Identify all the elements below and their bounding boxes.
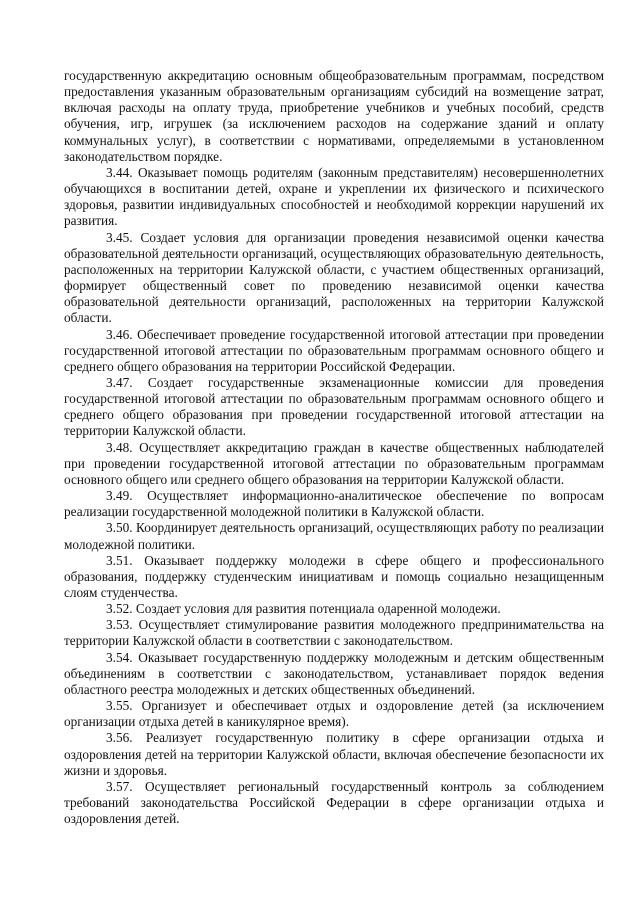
paragraph-3-49: 3.49. Осуществляет информационно-аналитическое обеспечение по вопросам реализации государственной молодежной политики в Калужской области. (64, 488, 604, 520)
paragraph-continuation: государственную аккредитацию основным общеобразовательным программам, посредством предоставления указанным образовательным организациям субсидий на возмещение затрат, включая расходы на оплату труда, приобретение учебников и учебных пособий, средств обучения, игр, игрушек (за исключением расходов на содержание зданий и оплату коммунальных услуг), в соответствии с нормативами, определяемыми в установленном законодательством порядке. (64, 68, 604, 164)
paragraph-3-54: 3.54. Оказывает государственную поддержку молодежным и детским общественным объединениям в соответствии с законодательством, устанавливает порядок ведения областного реестра молодежных и детских общественных объединений. (64, 649, 604, 697)
paragraph-3-50: 3.50. Координирует деятельность организаций, осуществляющих работу по реализации молодежной политики. (64, 520, 604, 552)
paragraph-3-48: 3.48. Осуществляет аккредитацию граждан в качестве общественных наблюдателей при проведении государственной итоговой аттестации по образовательным программам основного общего или среднего общего образования на территории Калужской области. (64, 439, 604, 487)
paragraph-3-52: 3.52. Создает условия для развития потенциала одаренной молодежи. (106, 601, 501, 617)
paragraph-3-57: 3.57. Осуществляет региональный государственный контроль за соблюдением требований законодательства Российской Федерации в сфере организации отдыха и оздоровления детей. (64, 778, 604, 827)
paragraph-3-46: 3.46. Обеспечивает проведение государственной итоговой аттестации при проведении государственной итоговой аттестации по образовательным программам основного общего и среднего общего образования на территории Российской Федерации. (64, 326, 604, 374)
paragraph-3-56: 3.56. Реализует государственную политику в сфере организации отдыха и оздоровления детей на территории Калужской области, включая обеспечение безопасности их жизни и здоровья. (64, 730, 604, 778)
paragraph-3-55: 3.55. Организует и обеспечивает отдых и оздоровление детей (за исключением организации отдыха детей в каникулярное время). (64, 698, 604, 730)
paragraph-3-51: 3.51. Оказывает поддержку молодежи в сфере общего и профессионального образования, поддержку студенческим инициативам и помощь социально незащищенным слоям студенчества. (64, 552, 604, 600)
paragraph-3-45: 3.45. Создает условия для организации проведения независимой оценки качества образовательной деятельности организаций, осуществляющих образовательную деятельность, расположенных на территории Калужской области, с участием общественных организаций, формирует общественный совет по проведению независимой оценки качества образовательной деятельности организаций, расположенных на территории Калужской области. (64, 229, 604, 326)
paragraph-3-53: 3.53. Осуществляет стимулирование развития молодежного предпринимательства на территории Калужской области в соответствии с законодательством. (64, 617, 604, 649)
paragraph-3-44: 3.44. Оказывает помощь родителям (законным представителям) несовершеннолетних обучающихся в воспитании детей, охране и укреплении их физического и психического здоровья, развитии индивидуальных способностей и необходимой коррекции нарушений их развития. (64, 164, 604, 229)
paragraph-3-47: 3.47. Создает государственные экзаменационные комиссии для проведения государственной итоговой аттестации по образовательным программам основного общего и среднего общего образования при проведении государственной итоговой аттестации на территории Калужской области. (64, 374, 604, 439)
